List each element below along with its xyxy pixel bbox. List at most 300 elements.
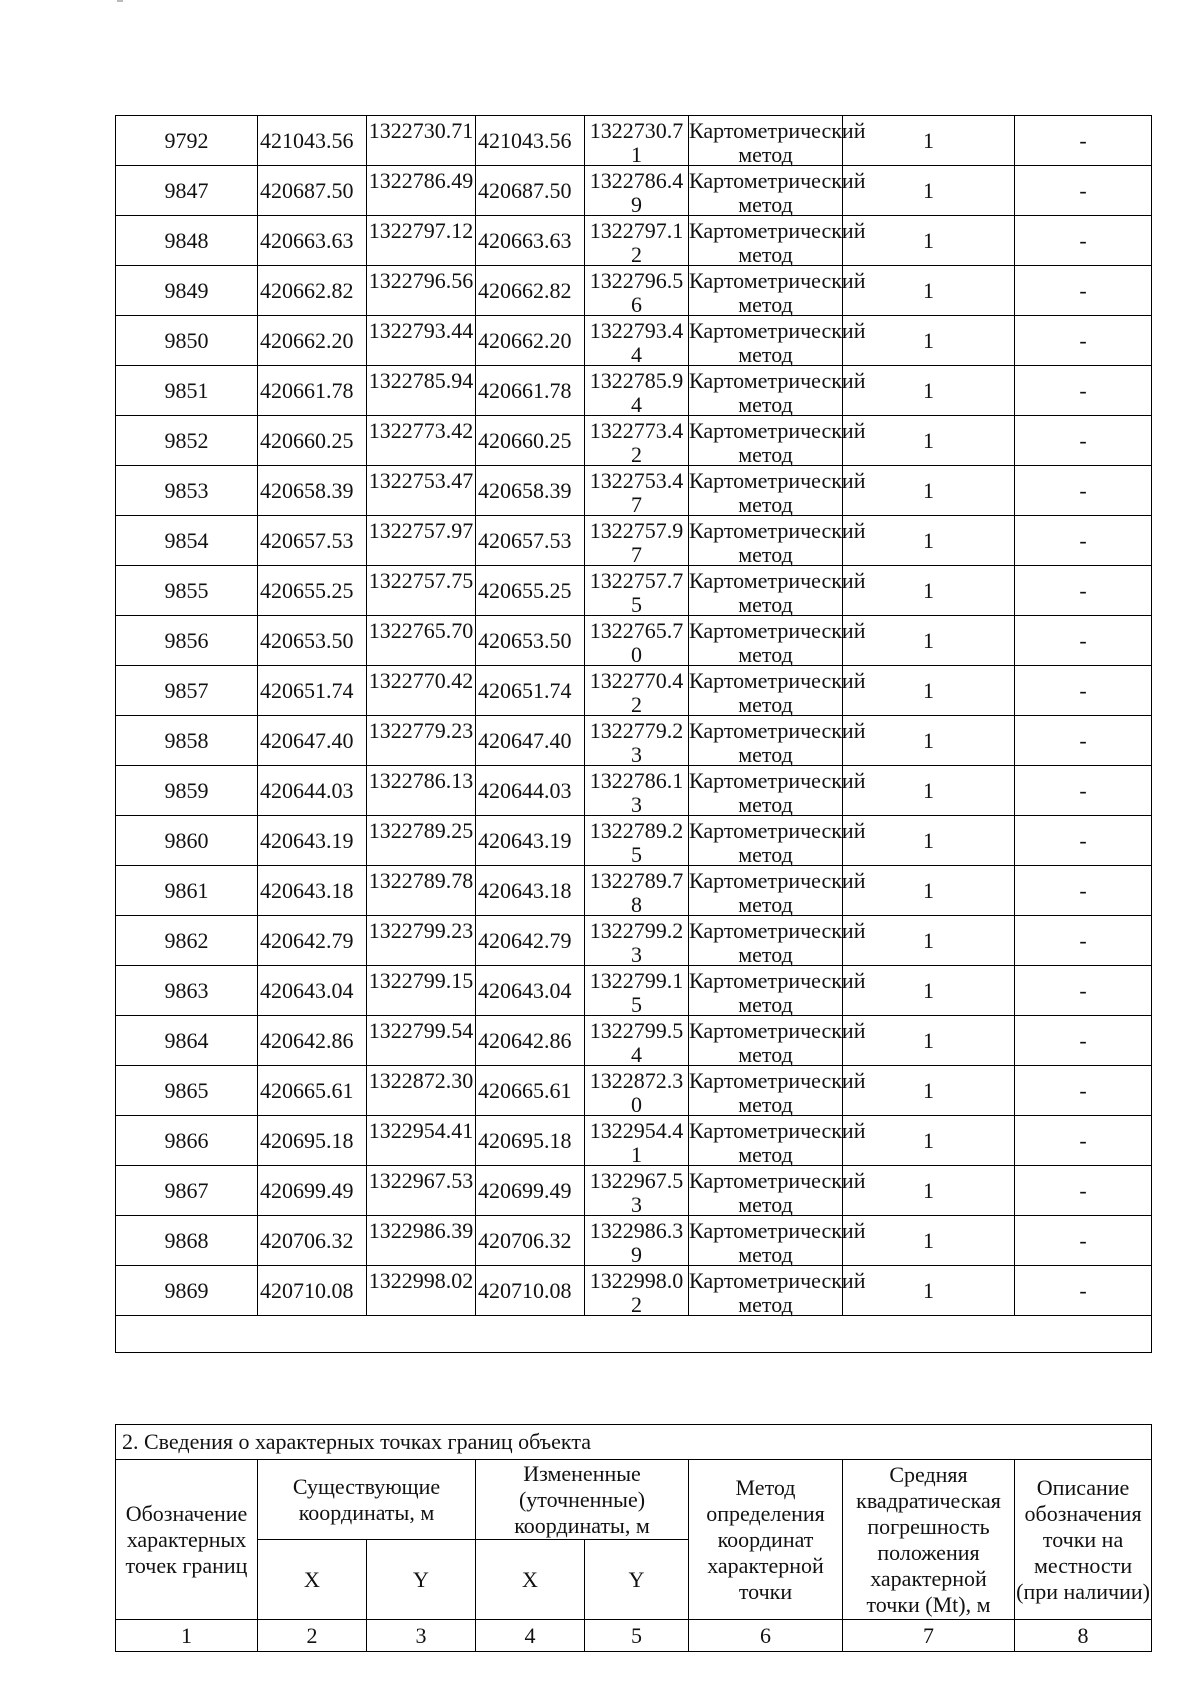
changed-y-value-cell (585, 1016, 689, 1066)
method-value: Картометрический метод (689, 368, 866, 417)
existing-x-value: 420706.32 (258, 1216, 367, 1266)
existing-y-value: 1322789.25 (368, 818, 474, 843)
existing-y-value-cell (367, 166, 476, 216)
existing-y-value-cell (367, 216, 476, 266)
method-value: Картометрический метод (689, 1218, 866, 1267)
changed-x-value: 420699.49 (476, 1166, 585, 1216)
existing-y-value-cell (367, 566, 476, 616)
method-value: Картометрический метод (689, 568, 866, 617)
changed-y-value-cell (585, 966, 689, 1016)
method-value: Картометрический метод (689, 1168, 866, 1217)
existing-x-value: 421043.56 (258, 116, 367, 166)
point-number: 9850 (116, 316, 258, 366)
changed-x-value: 420657.53 (476, 516, 585, 566)
method-value: Картометрический метод (689, 918, 866, 967)
error-value: 1 (843, 516, 1015, 566)
changed-y-value: 1322786.13 (589, 768, 684, 817)
existing-y-value-cell (367, 1266, 476, 1316)
point-number: 9792 (116, 116, 258, 166)
error-value: 1 (843, 266, 1015, 316)
existing-x-value: 420657.53 (258, 516, 367, 566)
changed-x-value: 421043.56 (476, 116, 585, 166)
method-value: Картометрический метод (689, 218, 866, 267)
point-number: 9857 (116, 666, 258, 716)
point-number: 9859 (116, 766, 258, 816)
point-number: 9854 (116, 516, 258, 566)
changed-x-value: 420695.18 (476, 1116, 585, 1166)
method-value-cell (689, 1216, 866, 1267)
error-value: 1 (843, 716, 1015, 766)
method-value: Картометрический метод (689, 1068, 866, 1117)
method-value: Картометрический метод (689, 268, 866, 317)
table-row (116, 566, 1152, 616)
changed-y-value: 1322954.41 (589, 1118, 684, 1167)
changed-y-value-cell (585, 416, 689, 466)
method-value-cell (689, 166, 866, 217)
table-row (116, 516, 1152, 566)
existing-y-value: 1322799.54 (368, 1018, 474, 1043)
changed-x-value: 420651.74 (476, 666, 585, 716)
description-value: - (1015, 366, 1152, 416)
changed-x-value: 420660.25 (476, 416, 585, 466)
error-value: 1 (843, 1166, 1015, 1216)
error-value: 1 (843, 966, 1015, 1016)
existing-y-value: 1322786.13 (368, 768, 474, 793)
changed-y-value: 1322799.15 (589, 968, 684, 1017)
method-value-cell (689, 766, 866, 817)
changed-y-value-cell (585, 1116, 689, 1166)
changed-x-value: 420643.04 (476, 966, 585, 1016)
existing-x-value: 420658.39 (258, 466, 367, 516)
existing-y-value: 1322799.23 (368, 918, 474, 943)
existing-y-value-cell (367, 1166, 476, 1216)
point-number: 9851 (116, 366, 258, 416)
description-value: - (1015, 266, 1152, 316)
existing-y-value-cell (367, 866, 476, 916)
description-value: - (1015, 216, 1152, 266)
method-value: Картометрический метод (689, 168, 866, 217)
table-row (116, 116, 1152, 166)
changed-y-value: 1322785.94 (589, 368, 684, 417)
table-row (116, 616, 1152, 666)
method-value: Картометрический метод (689, 118, 866, 167)
description-value: - (1015, 466, 1152, 516)
column-number: 8 (1015, 1620, 1152, 1652)
existing-y-value-cell (367, 1216, 476, 1266)
method-value-cell (689, 616, 866, 667)
description-value: - (1015, 316, 1152, 366)
existing-y-value: 1322757.97 (368, 518, 474, 543)
changed-y-value-cell (585, 616, 689, 666)
error-value: 1 (843, 1216, 1015, 1266)
existing-y-value-cell (367, 616, 476, 666)
point-number: 9865 (116, 1066, 258, 1116)
existing-y-value: 1322765.70 (368, 618, 474, 643)
changed-y-value-cell (585, 566, 689, 616)
method-value: Картометрический метод (689, 518, 866, 567)
existing-y-value-cell (367, 766, 476, 816)
error-value: 1 (843, 416, 1015, 466)
method-value: Картометрический метод (689, 418, 866, 467)
column-number: 6 (689, 1620, 843, 1652)
empty-cell (116, 1316, 1152, 1353)
changed-y-value-cell (585, 116, 689, 166)
table-row (116, 1066, 1152, 1116)
method-value-cell (689, 316, 866, 367)
existing-y-value-cell (367, 666, 476, 716)
point-number: 9853 (116, 466, 258, 516)
changed-y-value: 1322753.47 (589, 468, 684, 517)
method-value: Картометрический метод (689, 668, 866, 717)
table-row (116, 966, 1152, 1016)
changed-y-value-cell (585, 1266, 689, 1316)
method-value: Картометрический метод (689, 1268, 866, 1317)
existing-y-value: 1322786.49 (368, 168, 474, 193)
changed-y-value-cell (585, 1166, 689, 1216)
point-number: 9855 (116, 566, 258, 616)
changed-y-value: 1322998.02 (589, 1268, 684, 1317)
existing-y-value-cell (367, 366, 476, 416)
point-number: 9856 (116, 616, 258, 666)
error-value: 1 (843, 1016, 1015, 1066)
changed-x-value: 420687.50 (476, 166, 585, 216)
changed-y-value-cell (585, 766, 689, 816)
changed-y-value-cell (585, 366, 689, 416)
method-value-cell (689, 866, 866, 917)
method-value-cell (689, 716, 866, 767)
point-number: 9849 (116, 266, 258, 316)
section2-title: 2. Сведения о характерных точках границ объекта (116, 1425, 1152, 1460)
method-value-cell (689, 816, 866, 867)
changed-y-value: 1322730.71 (589, 118, 684, 167)
existing-y-value-cell (367, 1066, 476, 1116)
method-value: Картометрический метод (689, 1018, 866, 1067)
existing-y-value-cell (367, 316, 476, 366)
table-row (116, 1216, 1152, 1266)
method-value-cell (689, 116, 866, 167)
point-number: 9858 (116, 716, 258, 766)
changed-x-header: X (476, 1540, 585, 1620)
existing-x-value: 420643.18 (258, 866, 367, 916)
description-value: - (1015, 616, 1152, 666)
point-number: 9861 (116, 866, 258, 916)
coordinates-table (115, 115, 1152, 1353)
existing-y-value-cell (367, 116, 476, 166)
changed-y-value: 1322986.39 (589, 1218, 684, 1267)
description-value: - (1015, 716, 1152, 766)
table-row (116, 316, 1152, 366)
changed-y-value-cell (585, 866, 689, 916)
existing-y-value-cell (367, 1016, 476, 1066)
existing-y-value-cell (367, 916, 476, 966)
changed-x-value: 420643.19 (476, 816, 585, 866)
description-value: - (1015, 866, 1152, 916)
existing-y-value: 1322773.42 (368, 418, 474, 443)
changed-y-value-cell (585, 1066, 689, 1116)
description-value: - (1015, 1066, 1152, 1116)
method-value: Картометрический метод (689, 868, 866, 917)
table-row (116, 366, 1152, 416)
method-value-cell (689, 1016, 866, 1067)
table-row (116, 1266, 1152, 1316)
column-number: 1 (116, 1620, 258, 1652)
method-value-cell (689, 1266, 866, 1317)
existing-y-value: 1322757.75 (368, 568, 474, 593)
existing-y-value: 1322789.78 (368, 868, 474, 893)
method-value: Картометрический метод (689, 968, 866, 1017)
error-value: 1 (843, 866, 1015, 916)
method-value: Картометрический метод (689, 1118, 866, 1167)
section2-header-table (115, 1424, 1152, 1652)
existing-x-value: 420655.25 (258, 566, 367, 616)
method-value-cell (689, 266, 866, 317)
changed-x-value: 420643.18 (476, 866, 585, 916)
method-value-cell (689, 216, 866, 267)
existing-y-value: 1322986.39 (368, 1218, 474, 1243)
point-number: 9863 (116, 966, 258, 1016)
description-value: - (1015, 766, 1152, 816)
changed-x-value: 420642.79 (476, 916, 585, 966)
changed-y-value: 1322773.42 (589, 418, 684, 467)
method-value-cell (689, 1066, 866, 1117)
existing-x-value: 420662.82 (258, 266, 367, 316)
method-value-cell (689, 416, 866, 467)
existing-x-value: 420644.03 (258, 766, 367, 816)
column-number: 7 (843, 1620, 1015, 1652)
changed-y-value: 1322757.75 (589, 568, 684, 617)
changed-y-value-cell (585, 716, 689, 766)
empty-row (116, 1316, 1152, 1353)
changed-x-value: 420653.50 (476, 616, 585, 666)
existing-y-value: 1322730.71 (368, 118, 474, 143)
point-number: 9869 (116, 1266, 258, 1316)
existing-x-value: 420660.25 (258, 416, 367, 466)
existing-x-value: 420651.74 (258, 666, 367, 716)
existing-y-value: 1322967.53 (368, 1168, 474, 1193)
column-number: 4 (476, 1620, 585, 1652)
changed-y-value-cell (585, 916, 689, 966)
table-row (116, 866, 1152, 916)
changed-x-value: 420663.63 (476, 216, 585, 266)
existing-x-value: 420687.50 (258, 166, 367, 216)
point-number: 9847 (116, 166, 258, 216)
description-value: - (1015, 1266, 1152, 1316)
table-row (116, 716, 1152, 766)
changed-x-value: 420658.39 (476, 466, 585, 516)
changed-y-value: 1322793.44 (589, 318, 684, 367)
error-value: 1 (843, 566, 1015, 616)
error-value: 1 (843, 466, 1015, 516)
method-value-cell (689, 466, 866, 517)
error-value: 1 (843, 766, 1015, 816)
existing-y-value: 1322779.23 (368, 718, 474, 743)
changed-y-header: Y (585, 1540, 689, 1620)
changed-x-value: 420647.40 (476, 716, 585, 766)
table-row (116, 466, 1152, 516)
table-row (116, 1116, 1152, 1166)
method-value: Картометрический метод (689, 818, 866, 867)
changed-y-value: 1322799.54 (589, 1018, 684, 1067)
description-value: - (1015, 516, 1152, 566)
table-row (116, 1016, 1152, 1066)
designation-header: Обозначение характерных точек границ (116, 1460, 258, 1620)
existing-y-value: 1322797.12 (368, 218, 474, 243)
error-value: 1 (843, 316, 1015, 366)
point-number: 9862 (116, 916, 258, 966)
description-value: - (1015, 566, 1152, 616)
error-value: 1 (843, 666, 1015, 716)
error-value: 1 (843, 216, 1015, 266)
description-header: Описание обозначения точки на местности (при наличии) (1015, 1460, 1152, 1620)
column-number: 3 (367, 1620, 476, 1652)
error-value: 1 (843, 616, 1015, 666)
existing-y-header: Y (367, 1540, 476, 1620)
table-row (116, 216, 1152, 266)
changed-y-value: 1322796.56 (589, 268, 684, 317)
method-value-cell (689, 1166, 866, 1217)
existing-x-value: 420710.08 (258, 1266, 367, 1316)
existing-y-value: 1322793.44 (368, 318, 474, 343)
changed-x-value: 420642.86 (476, 1016, 585, 1066)
existing-y-value: 1322998.02 (368, 1268, 474, 1293)
changed-x-value: 420710.08 (476, 1266, 585, 1316)
method-value-cell (689, 566, 866, 617)
changed-y-value: 1322797.12 (589, 218, 684, 267)
method-value: Картометрический метод (689, 468, 866, 517)
point-number: 9860 (116, 816, 258, 866)
existing-y-value: 1322954.41 (368, 1118, 474, 1143)
description-value: - (1015, 116, 1152, 166)
changed-y-value: 1322789.78 (589, 868, 684, 917)
description-value: - (1015, 816, 1152, 866)
existing-y-value-cell (367, 716, 476, 766)
changed-x-value: 420662.82 (476, 266, 585, 316)
changed-y-value-cell (585, 166, 689, 216)
error-value: 1 (843, 816, 1015, 866)
changed-x-value: 420665.61 (476, 1066, 585, 1116)
point-number: 9866 (116, 1116, 258, 1166)
existing-x-value: 420661.78 (258, 366, 367, 416)
coordinates-table-body (116, 116, 1152, 1353)
error-value: 1 (843, 1266, 1015, 1316)
description-value: - (1015, 1166, 1152, 1216)
existing-x-value: 420699.49 (258, 1166, 367, 1216)
changed-y-value: 1322757.97 (589, 518, 684, 567)
existing-x-value: 420653.50 (258, 616, 367, 666)
method-value: Картометрический метод (689, 718, 866, 767)
table-row (116, 816, 1152, 866)
changed-y-value-cell (585, 816, 689, 866)
table-row (116, 766, 1152, 816)
existing-y-value-cell (367, 466, 476, 516)
error-value: 1 (843, 166, 1015, 216)
table-row (116, 266, 1152, 316)
changed-x-value: 420662.20 (476, 316, 585, 366)
existing-x-value: 420662.20 (258, 316, 367, 366)
existing-y-value-cell (367, 1116, 476, 1166)
point-number: 9868 (116, 1216, 258, 1266)
changed-y-value-cell (585, 216, 689, 266)
existing-x-value: 420643.04 (258, 966, 367, 1016)
table-row (116, 916, 1152, 966)
existing-y-value: 1322785.94 (368, 368, 474, 393)
point-number: 9864 (116, 1016, 258, 1066)
changed-x-value: 420644.03 (476, 766, 585, 816)
description-value: - (1015, 416, 1152, 466)
changed-y-value: 1322770.42 (589, 668, 684, 717)
method-value: Картометрический метод (689, 318, 866, 367)
existing-x-value: 420663.63 (258, 216, 367, 266)
description-value: - (1015, 166, 1152, 216)
existing-y-value: 1322796.56 (368, 268, 474, 293)
point-number: 9852 (116, 416, 258, 466)
error-value: 1 (843, 1066, 1015, 1116)
error-value: 1 (843, 116, 1015, 166)
description-value: - (1015, 916, 1152, 966)
existing-x-value: 420642.86 (258, 1016, 367, 1066)
method-value-cell (689, 666, 866, 717)
changed-y-value-cell (585, 466, 689, 516)
method-value-cell (689, 916, 866, 967)
changed-y-value-cell (585, 1216, 689, 1266)
existing-y-value: 1322770.42 (368, 668, 474, 693)
existing-y-value-cell (367, 816, 476, 866)
method-value-cell (689, 366, 866, 417)
column-number: 5 (585, 1620, 689, 1652)
method-header: Метод определения координат характерной точки (689, 1460, 843, 1620)
changed-y-value: 1322765.70 (589, 618, 684, 667)
changed-x-value: 420706.32 (476, 1216, 585, 1266)
existing-y-value-cell (367, 416, 476, 466)
existing-y-value-cell (367, 966, 476, 1016)
changed-y-value: 1322799.23 (589, 918, 684, 967)
existing-x-header: X (258, 1540, 367, 1620)
table-row (116, 416, 1152, 466)
scan-mark (117, 0, 123, 2)
error-value: 1 (843, 1116, 1015, 1166)
existing-y-value-cell (367, 266, 476, 316)
error-header: Средняя квадратическая погрешность положения характерной точки (Mt), м (843, 1460, 1015, 1620)
changed-y-value: 1322779.23 (589, 718, 684, 767)
existing-x-value: 420665.61 (258, 1066, 367, 1116)
changed-y-value-cell (585, 316, 689, 366)
changed-x-value: 420661.78 (476, 366, 585, 416)
error-value: 1 (843, 366, 1015, 416)
table-row (116, 666, 1152, 716)
existing-y-value: 1322872.30 (368, 1068, 474, 1093)
table-row (116, 166, 1152, 216)
method-value-cell (689, 966, 866, 1017)
error-value: 1 (843, 916, 1015, 966)
changed-y-value: 1322786.49 (589, 168, 684, 217)
changed-y-value-cell (585, 666, 689, 716)
changed-x-value: 420655.25 (476, 566, 585, 616)
existing-y-value-cell (367, 516, 476, 566)
description-value: - (1015, 1116, 1152, 1166)
existing-y-value: 1322753.47 (368, 468, 474, 493)
changed-y-value: 1322872.30 (589, 1068, 684, 1117)
changed-coords-header: Измененные (уточненные) координаты, м (476, 1460, 689, 1540)
description-value: - (1015, 966, 1152, 1016)
description-value: - (1015, 1216, 1152, 1266)
method-value-cell (689, 1116, 866, 1167)
description-value: - (1015, 666, 1152, 716)
point-number: 9848 (116, 216, 258, 266)
point-number: 9867 (116, 1166, 258, 1216)
method-value: Картометрический метод (689, 618, 866, 667)
existing-y-value: 1322799.15 (368, 968, 474, 993)
existing-x-value: 420642.79 (258, 916, 367, 966)
